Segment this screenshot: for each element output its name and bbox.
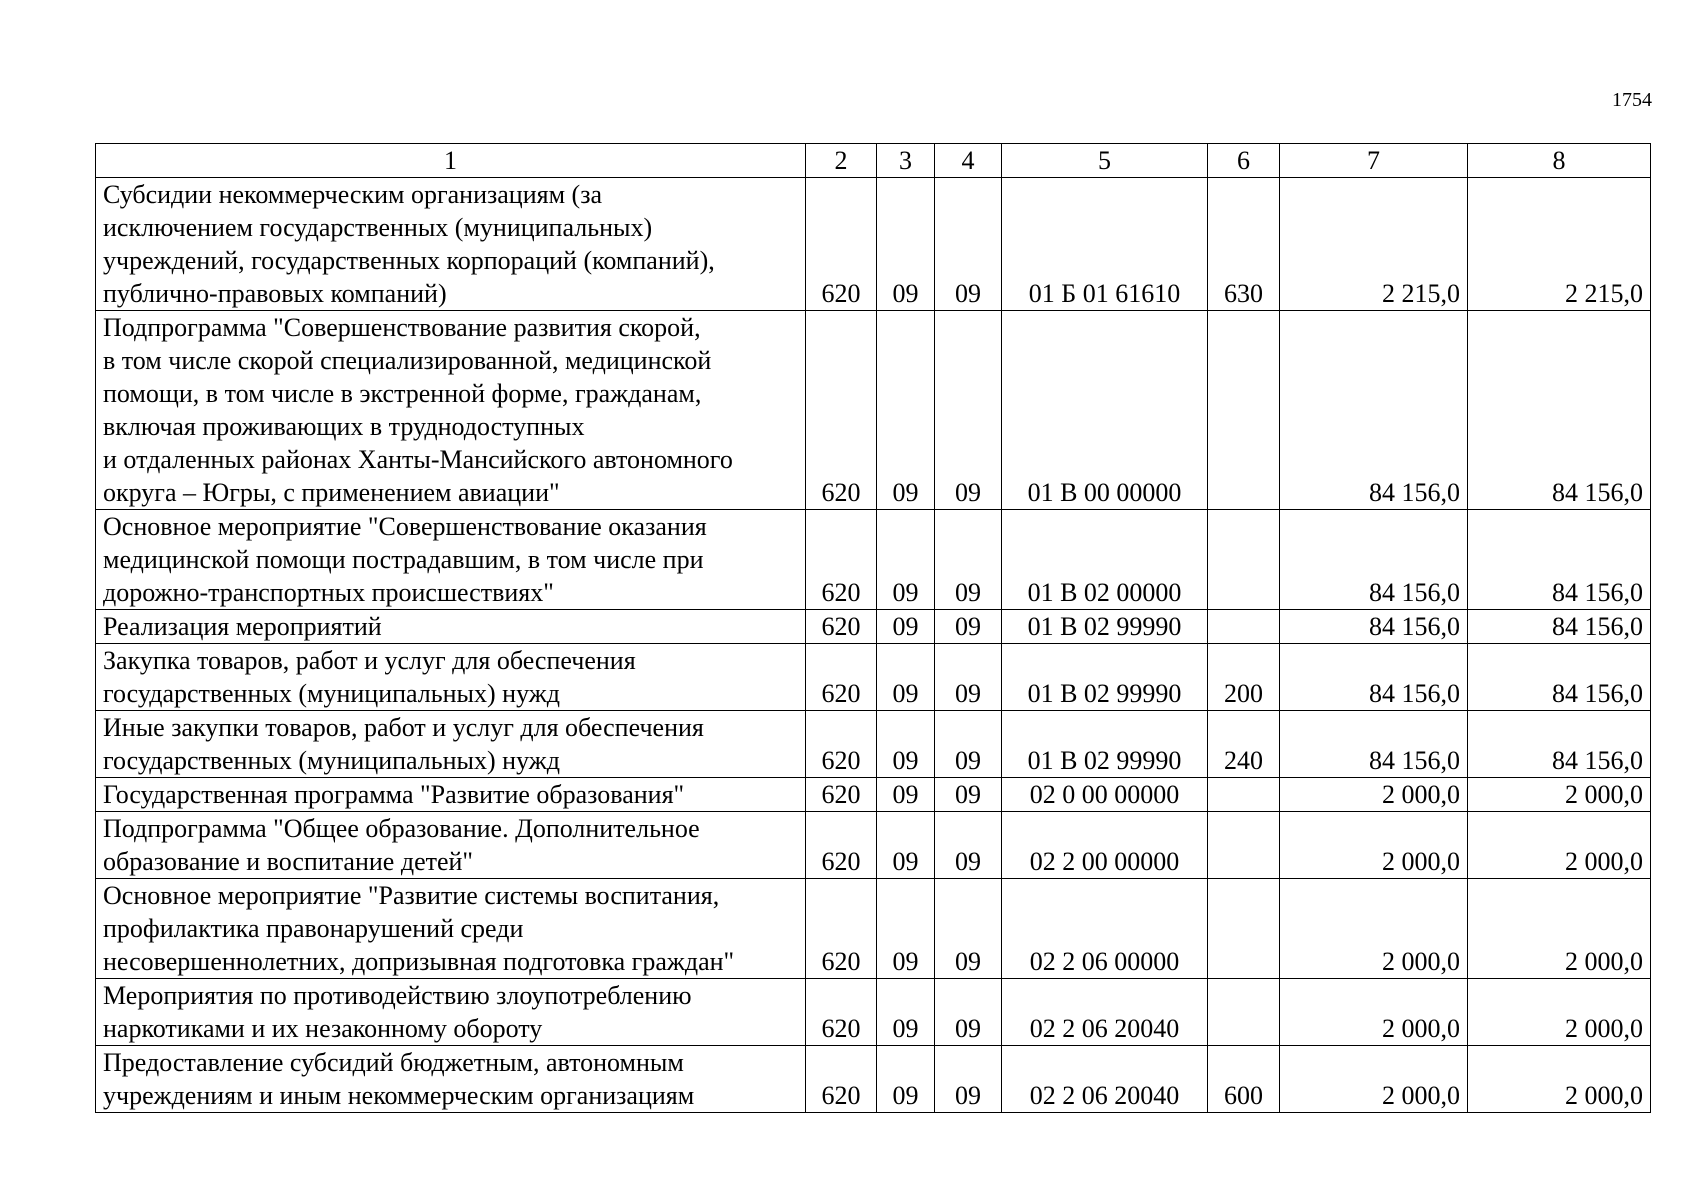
amount-cell-col8: 2 000,0	[1468, 1046, 1651, 1113]
target-item-code-cell: 02 2 06 00000	[1002, 879, 1208, 979]
budget-table	[95, 143, 1651, 1113]
amount-cell-col7: 84 156,0	[1280, 610, 1468, 644]
target-item-code-cell: 02 2 06 20040	[1002, 979, 1208, 1046]
row-name-cell: Основное мероприятие "Совершенствование оказания медицинской помощи пострадавшим, в том числе при дорожно-транспортных происшествиях"	[96, 510, 806, 610]
amount-cell-col8: 2 000,0	[1468, 879, 1651, 979]
amount-cell-col8: 84 156,0	[1468, 610, 1651, 644]
subsection-code-cell: 09	[935, 644, 1002, 711]
target-item-code-cell: 01 В 02 99990	[1002, 711, 1208, 778]
section-code-cell: 09	[877, 510, 935, 610]
subsection-code-cell: 09	[935, 979, 1002, 1046]
row-name-cell: Подпрограмма "Общее образование. Дополнительное образование и воспитание детей"	[96, 812, 806, 879]
expense-type-code-cell	[1208, 510, 1280, 610]
expense-type-code-cell	[1208, 610, 1280, 644]
ministry-code-cell: 620	[806, 812, 877, 879]
table-row	[96, 778, 1651, 812]
table-row	[96, 812, 1651, 879]
section-code-cell: 09	[877, 711, 935, 778]
target-item-code-cell: 01 Б 01 61610	[1002, 178, 1208, 311]
table-row	[96, 644, 1651, 711]
amount-cell-col8: 84 156,0	[1468, 311, 1651, 510]
table-row	[96, 311, 1651, 510]
target-item-code-cell: 02 0 00 00000	[1002, 778, 1208, 812]
expense-type-code-cell	[1208, 311, 1280, 510]
amount-cell-col7: 2 215,0	[1280, 178, 1468, 311]
section-code-cell: 09	[877, 778, 935, 812]
column-header: 1	[96, 144, 806, 178]
target-item-code-cell: 01 В 00 00000	[1002, 311, 1208, 510]
row-name-cell: Субсидии некоммерческим организациям (за исключением государственных (муниципальных) учреждений, государственных корпораций (компаний), публично-правовых компаний)	[96, 178, 806, 311]
budget-table-wrapper	[95, 143, 1650, 1113]
subsection-code-cell: 09	[935, 778, 1002, 812]
target-item-code-cell: 01 В 02 99990	[1002, 644, 1208, 711]
subsection-code-cell: 09	[935, 1046, 1002, 1113]
expense-type-code-cell: 200	[1208, 644, 1280, 711]
amount-cell-col8: 84 156,0	[1468, 711, 1651, 778]
target-item-code-cell: 01 В 02 00000	[1002, 510, 1208, 610]
column-header: 7	[1280, 144, 1468, 178]
expense-type-code-cell: 600	[1208, 1046, 1280, 1113]
amount-cell-col8: 2 000,0	[1468, 812, 1651, 879]
ministry-code-cell: 620	[806, 1046, 877, 1113]
amount-cell-col8: 84 156,0	[1468, 644, 1651, 711]
ministry-code-cell: 620	[806, 311, 877, 510]
subsection-code-cell: 09	[935, 812, 1002, 879]
subsection-code-cell: 09	[935, 510, 1002, 610]
amount-cell-col7: 2 000,0	[1280, 979, 1468, 1046]
section-code-cell: 09	[877, 1046, 935, 1113]
subsection-code-cell: 09	[935, 711, 1002, 778]
amount-cell-col7: 2 000,0	[1280, 812, 1468, 879]
amount-cell-col7: 2 000,0	[1280, 778, 1468, 812]
column-header: 6	[1208, 144, 1280, 178]
target-item-code-cell: 02 2 00 00000	[1002, 812, 1208, 879]
row-name-cell: Мероприятия по противодействию злоупотреблению наркотиками и их незаконному обороту	[96, 979, 806, 1046]
table-row	[96, 178, 1651, 311]
column-header: 8	[1468, 144, 1651, 178]
row-name-cell: Реализация мероприятий	[96, 610, 806, 644]
subsection-code-cell: 09	[935, 178, 1002, 311]
ministry-code-cell: 620	[806, 178, 877, 311]
amount-cell-col8: 2 215,0	[1468, 178, 1651, 311]
row-name-cell: Государственная программа "Развитие образования"	[96, 778, 806, 812]
amount-cell-col8: 2 000,0	[1468, 778, 1651, 812]
table-row	[96, 510, 1651, 610]
page-number: 1754	[1612, 89, 1652, 111]
section-code-cell: 09	[877, 879, 935, 979]
ministry-code-cell: 620	[806, 879, 877, 979]
expense-type-code-cell	[1208, 979, 1280, 1046]
amount-cell-col7: 84 156,0	[1280, 644, 1468, 711]
row-name-cell: Подпрограмма "Совершенствование развития скорой, в том числе скорой специализированной, медицинской помощи, в том числе в экстренной форме, гражданам, включая проживающих в труднодоступных и отдаленных районах Ханты-Мансийского автономного округа – Югры, с применением авиации"	[96, 311, 806, 510]
section-code-cell: 09	[877, 812, 935, 879]
table-row	[96, 711, 1651, 778]
section-code-cell: 09	[877, 644, 935, 711]
amount-cell-col7: 2 000,0	[1280, 879, 1468, 979]
section-code-cell: 09	[877, 979, 935, 1046]
amount-cell-col7: 84 156,0	[1280, 510, 1468, 610]
column-header: 2	[806, 144, 877, 178]
amount-cell-col8: 84 156,0	[1468, 510, 1651, 610]
section-code-cell: 09	[877, 311, 935, 510]
table-row	[96, 1046, 1651, 1113]
expense-type-code-cell: 630	[1208, 178, 1280, 311]
row-name-cell: Предоставление субсидий бюджетным, автономным учреждениям и иным некоммерческим организациям	[96, 1046, 806, 1113]
target-item-code-cell: 01 В 02 99990	[1002, 610, 1208, 644]
row-name-cell: Основное мероприятие "Развитие системы воспитания, профилактика правонарушений среди несовершеннолетних, допризывная подготовка граждан"	[96, 879, 806, 979]
ministry-code-cell: 620	[806, 610, 877, 644]
table-row	[96, 979, 1651, 1046]
amount-cell-col7: 2 000,0	[1280, 1046, 1468, 1113]
target-item-code-cell: 02 2 06 20040	[1002, 1046, 1208, 1113]
table-row	[96, 610, 1651, 644]
ministry-code-cell: 620	[806, 644, 877, 711]
ministry-code-cell: 620	[806, 979, 877, 1046]
section-code-cell: 09	[877, 610, 935, 644]
subsection-code-cell: 09	[935, 879, 1002, 979]
ministry-code-cell: 620	[806, 778, 877, 812]
subsection-code-cell: 09	[935, 610, 1002, 644]
table-row	[96, 879, 1651, 979]
row-name-cell: Иные закупки товаров, работ и услуг для обеспечения государственных (муниципальных) нужд	[96, 711, 806, 778]
expense-type-code-cell	[1208, 879, 1280, 979]
section-code-cell: 09	[877, 178, 935, 311]
ministry-code-cell: 620	[806, 711, 877, 778]
column-header: 5	[1002, 144, 1208, 178]
amount-cell-col7: 84 156,0	[1280, 711, 1468, 778]
expense-type-code-cell	[1208, 812, 1280, 879]
table-header-row	[96, 144, 1651, 178]
subsection-code-cell: 09	[935, 311, 1002, 510]
column-header: 3	[877, 144, 935, 178]
expense-type-code-cell	[1208, 778, 1280, 812]
column-header: 4	[935, 144, 1002, 178]
ministry-code-cell: 620	[806, 510, 877, 610]
expense-type-code-cell: 240	[1208, 711, 1280, 778]
amount-cell-col7: 84 156,0	[1280, 311, 1468, 510]
row-name-cell: Закупка товаров, работ и услуг для обеспечения государственных (муниципальных) нужд	[96, 644, 806, 711]
amount-cell-col8: 2 000,0	[1468, 979, 1651, 1046]
